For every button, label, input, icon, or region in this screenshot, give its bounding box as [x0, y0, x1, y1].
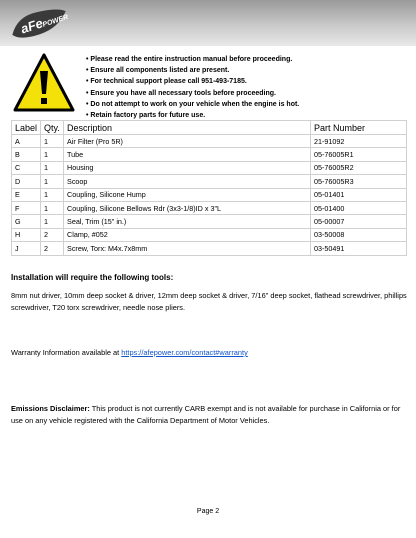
- cell-description: Air Filter (Pro 5R): [64, 135, 311, 148]
- afe-power-logo: [6, 6, 72, 40]
- cell-qty: 1: [41, 148, 64, 161]
- cell-label: D: [12, 175, 41, 188]
- cell-qty: 2: [41, 228, 64, 241]
- cell-description: Housing: [64, 161, 311, 174]
- cell-description: Scoop: [64, 175, 311, 188]
- warranty-line: [11, 348, 248, 357]
- warranty-link[interactable]: https://afepower.com/contact#warranty: [121, 348, 248, 357]
- cell-description: Clamp, #052: [64, 228, 311, 241]
- table-row: [12, 148, 407, 161]
- safety-notices: [86, 54, 406, 121]
- cell-qty: 1: [41, 135, 64, 148]
- cell-part-number: 05-01401: [311, 188, 407, 201]
- cell-qty: 1: [41, 161, 64, 174]
- cell-label: H: [12, 228, 41, 241]
- cell-description: Tube: [64, 148, 311, 161]
- cell-label: F: [12, 201, 41, 214]
- cell-qty: 2: [41, 242, 64, 255]
- cell-qty: 1: [41, 215, 64, 228]
- notice-item: • Ensure you have all necessary tools before proceeding.: [86, 88, 406, 99]
- cell-label: C: [12, 161, 41, 174]
- table-row: [12, 201, 407, 214]
- cell-part-number: 03-50008: [311, 228, 407, 241]
- cell-description: Screw, Torx: M4x.7x8mm: [64, 242, 311, 255]
- table-row: [12, 228, 407, 241]
- cell-label: G: [12, 215, 41, 228]
- header-part-number: Part Number: [311, 121, 407, 135]
- cell-label: J: [12, 242, 41, 255]
- cell-label: A: [12, 135, 41, 148]
- cell-part-number: 03-50491: [311, 242, 407, 255]
- table-row: [12, 175, 407, 188]
- cell-qty: 1: [41, 175, 64, 188]
- table-row: [12, 188, 407, 201]
- emissions-disclaimer: [11, 403, 407, 426]
- notice-item: • Please read the entire instruction manual before proceeding.: [86, 54, 406, 65]
- cell-label: E: [12, 188, 41, 201]
- cell-part-number: 05-00007: [311, 215, 407, 228]
- cell-qty: 1: [41, 201, 64, 214]
- warranty-prefix: Warranty Information available at: [11, 348, 122, 357]
- table-row: [12, 135, 407, 148]
- notice-item: • For technical support please call 951-493-7185.: [86, 76, 406, 87]
- cell-description: Seal, Trim (15" in.): [64, 215, 311, 228]
- cell-part-number: 05-76005R2: [311, 161, 407, 174]
- notice-item: • Retain factory parts for future use.: [86, 110, 406, 121]
- table-row: [12, 161, 407, 174]
- emissions-label: Emissions Disclaimer:: [11, 404, 90, 413]
- emissions-text: This product is not currently CARB exempt and is not available for purchase in California or for use on any vehicle registered with the California Department of Motor Vehicles.: [11, 404, 401, 425]
- notice-item: • Do not attempt to work on your vehicle when the engine is hot.: [86, 99, 406, 110]
- cell-label: B: [12, 148, 41, 161]
- cell-description: Coupling, Silicone Hump: [64, 188, 311, 201]
- header-description: Description: [64, 121, 311, 135]
- tools-list-text: 8mm nut driver, 10mm deep socket & driver, 12mm deep socket & driver, 7/16" deep socket, flathead screwdriver, phillips screwdriver, T20 torx screwdriver, needle nose pliers.: [11, 291, 407, 312]
- cell-part-number: 05-76005R3: [311, 175, 407, 188]
- parts-table: [11, 120, 407, 256]
- cell-description: Coupling, Silicone Bellows Rdr (3x3-1/8)ID x 3"L: [64, 201, 311, 214]
- warning-triangle-icon: [12, 52, 76, 114]
- header-qty: Qty.: [41, 121, 64, 135]
- header-label: Label: [12, 121, 41, 135]
- svg-text:aFe: aFe: [18, 15, 45, 37]
- cell-qty: 1: [41, 188, 64, 201]
- table-row: [12, 242, 407, 255]
- cell-part-number: 05-76005R1: [311, 148, 407, 161]
- table-header-row: [12, 121, 407, 135]
- page-number: Page 2: [196, 508, 220, 515]
- tools-heading: Installation will require the following tools:: [11, 273, 174, 282]
- cell-part-number: 05-01400: [311, 201, 407, 214]
- svg-text:POWER: POWER: [41, 13, 70, 29]
- cell-part-number: 21-91092: [311, 135, 407, 148]
- table-row: [12, 215, 407, 228]
- notice-item: • Ensure all components listed are present.: [86, 65, 406, 76]
